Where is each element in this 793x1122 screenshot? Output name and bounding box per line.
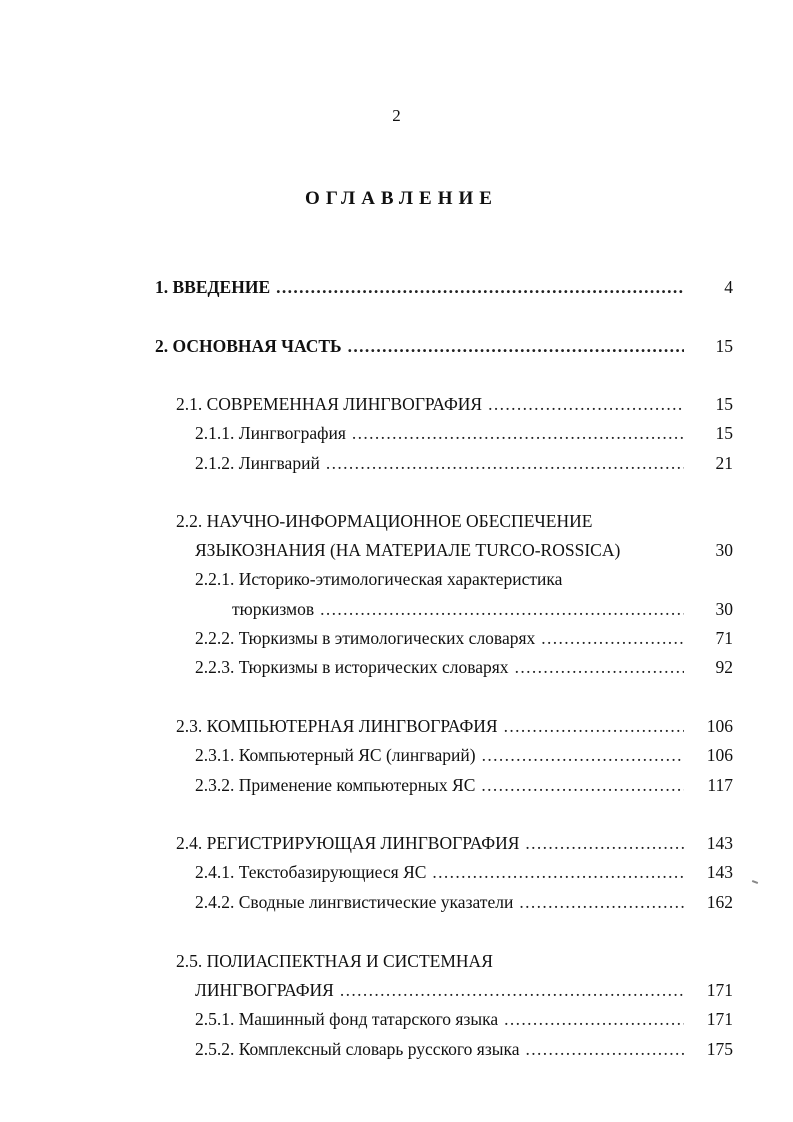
toc-entry [195, 774, 690, 796]
toc-entry-label: тюркизмов [232, 599, 315, 619]
toc-entry [195, 979, 690, 1001]
toc-entry-page: 15 [715, 423, 733, 443]
toc-entry-page: 4 [724, 277, 733, 297]
toc-entry [195, 422, 690, 444]
leader-dots [348, 335, 684, 357]
toc-entry-label: 1. ВВЕДЕНИЕ [155, 277, 271, 297]
leader-dots [432, 861, 684, 883]
toc-entry-page: 92 [715, 657, 733, 677]
leader-dots [525, 832, 684, 854]
toc-entry-label-line1: 2.5. ПОЛИАСПЕКТНАЯ И СИСТЕМНАЯ [176, 951, 493, 971]
toc-entry-page: 162 [706, 892, 733, 912]
toc-entry [195, 1038, 690, 1060]
toc-entry [155, 276, 690, 298]
leader-dots [519, 891, 684, 913]
leader-dots [352, 422, 684, 444]
toc-entry-label: 2. ОСНОВНАЯ ЧАСТЬ [155, 336, 342, 356]
toc-entry-page: 175 [706, 1039, 733, 1059]
toc-entry-label: 2.2.2. Тюркизмы в этимологических словарях [195, 628, 536, 648]
toc-entry-page: 117 [707, 775, 733, 795]
toc-entry [155, 335, 690, 357]
leader-dots [320, 598, 684, 620]
toc-entry-label: 2.1.2. Лингварий [195, 453, 320, 473]
toc-entry [195, 891, 690, 913]
toc-entry-page: 143 [706, 833, 733, 853]
toc-entry-page: 15 [715, 394, 733, 414]
page-number: 2 [392, 106, 401, 125]
toc-entry-page: 143 [706, 862, 733, 882]
toc-entry-label: 2.3.1. Компьютерный ЯС (лингварий) [195, 745, 476, 765]
toc-entry-label-line1: 2.2. НАУЧНО-ИНФОРМАЦИОННОЕ ОБЕСПЕЧЕНИЕ [176, 511, 593, 531]
toc-entry [195, 744, 690, 766]
toc-entry-label: 2.1.1. Лингвография [195, 423, 346, 443]
toc-entry [195, 1008, 690, 1030]
leader-dots [541, 627, 684, 649]
toc-entry-page: 171 [706, 1009, 733, 1029]
toc-entry [195, 452, 690, 474]
toc-entry-label: 2.4.1. Текстобазирующиеся ЯС [195, 862, 427, 882]
toc-entry-page: 71 [715, 628, 733, 648]
leader-dots [276, 276, 684, 298]
toc-entry-page: 15 [715, 336, 733, 356]
leader-dots [526, 1038, 684, 1060]
leader-dots [504, 1008, 684, 1030]
toc-entry-page: 106 [706, 716, 733, 736]
toc-entry-label-line1: 2.2.1. Историко-этимологическая характеристика [195, 569, 563, 589]
toc-entry-page: 30 [715, 540, 733, 560]
toc-entry [195, 627, 690, 649]
toc-entry [176, 715, 690, 737]
scan-mark [752, 880, 758, 884]
toc-entry-label: 2.5.1. Машинный фонд татарского языка [195, 1009, 499, 1029]
toc-entry [195, 656, 690, 678]
toc-entry [195, 861, 690, 883]
leader-dots [504, 715, 684, 737]
toc-entry-label: ЛИНГВОГРАФИЯ [195, 980, 334, 1000]
toc-entry-label: ЯЗЫКОЗНАНИЯ (НА МАТЕРИАЛЕ TURCO-ROSSICA) [195, 540, 621, 560]
leader-dots [488, 393, 684, 415]
leader-dots [481, 774, 684, 796]
toc-entry [232, 598, 690, 620]
toc-entry-page: 171 [706, 980, 733, 1000]
toc-entry-page: 30 [715, 599, 733, 619]
toc-entry-page: 106 [706, 745, 733, 765]
toc-entry-label: 2.4. РЕГИСТРИРУЮЩАЯ ЛИНГВОГРАФИЯ [176, 833, 520, 853]
toc-title: ОГЛАВЛЕНИЕ [305, 188, 498, 209]
toc-entry-page: 21 [715, 453, 733, 473]
toc-entry-label: 2.5.2. Комплексный словарь русского языка [195, 1039, 520, 1059]
leader-dots [326, 452, 684, 474]
toc-entry [176, 393, 690, 415]
leader-dots [340, 979, 684, 1001]
toc-entry-label: 2.1. СОВРЕМЕННАЯ ЛИНГВОГРАФИЯ [176, 394, 483, 414]
toc-entry-label: 2.2.3. Тюркизмы в исторических словарях [195, 657, 509, 677]
toc-entry [195, 539, 690, 561]
leader-dots [515, 656, 684, 678]
toc-entry-label: 2.3. КОМПЬЮТЕРНАЯ ЛИНГВОГРАФИЯ [176, 716, 498, 736]
toc-entry [176, 832, 690, 854]
toc-entry-label: 2.4.2. Сводные лингвистические указатели [195, 892, 514, 912]
leader-dots [482, 744, 684, 766]
toc-entry-label: 2.3.2. Применение компьютерных ЯС [195, 775, 476, 795]
